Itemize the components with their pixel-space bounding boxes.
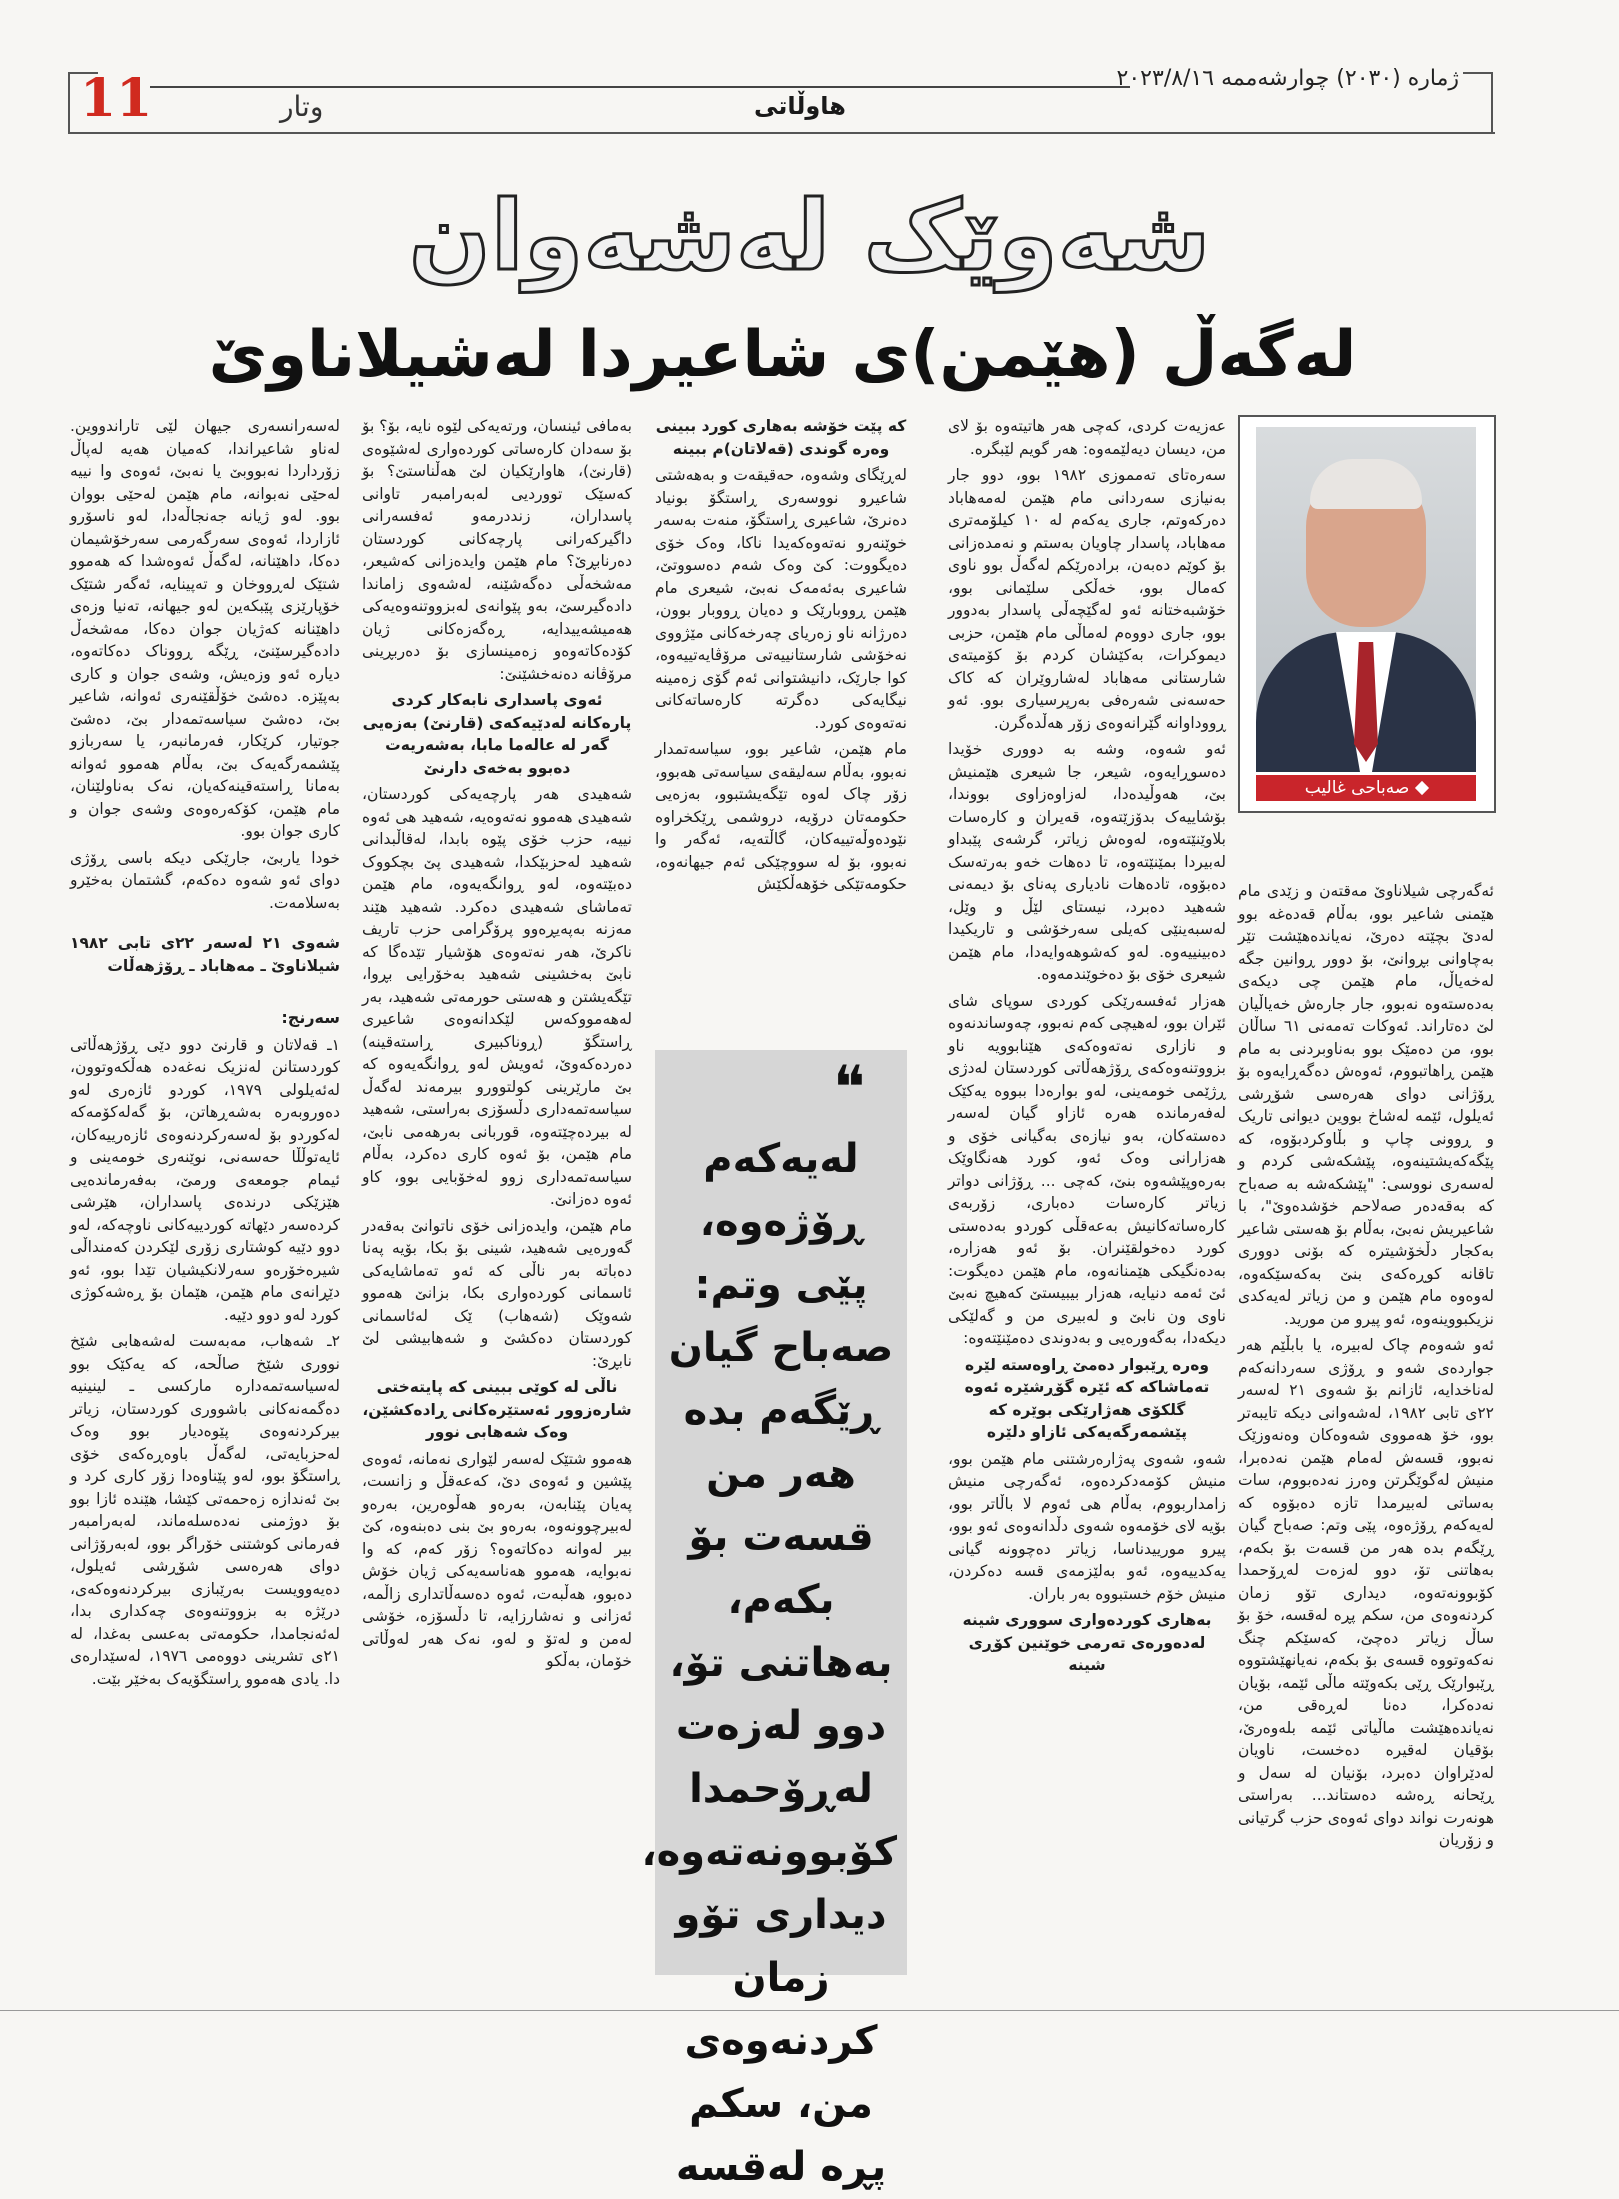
col1-verse-2: بەهاری کوردەواری سووری شینە لەدەورەی تەرمی خوێنین کۆڕی شینە bbox=[962, 1611, 1212, 1674]
footer-rule bbox=[0, 2010, 1619, 2011]
article-title: شەوێک لەشەوان bbox=[408, 180, 1211, 292]
header-frame-right-tick bbox=[1463, 72, 1493, 74]
author-caption bbox=[1256, 775, 1476, 801]
col5-paragraph-1: ئەگەرچی شیلاناوێ مەقتەن و زێدی مام هێمنی شاعیر بوو، بەڵام قەدەغە بوو لەدێ بچێتە دەرێ، نەیاندەهێشت تێر بەچاوانی بڕوانێ، بۆ دوور ڕوانین جگە لەخەیاڵ، مام هێمن چی دیکەی بەدەستەوە نەبوو، جار جارەش خەیاڵیان لێ دەتاراند. ئەوکات تەمەنی ٦١ ساڵان بوو، من دەمێک بوو بەناوبردنی بە مام هێمن ڕاهاتبووم، ئەوەش دەگەڕایەوە بۆ ڕۆژانی دوای هەرەسی شۆڕشی ئەیلول، ئێمە لەشاخ بووین دیوانی تاریک و ڕوونی چاپ و بڵاوکردبۆوە، کە پێگەکەیشتینەوە، پێشکەشی کردم و لەسەری نووسی: "پێشکەشە بە صەباح کە بەقەدەر صەلاحم خۆشدەوێ"، با شاعیریش نەبێ، بەڵام بۆ هەستی شاعیر بەکجار دڵخۆشیترە کە بۆنی دووری تاقانە کوڕەکەی بنێ بەکەسێکەوە، لەوەوە مام هێمن و من زیاتر لەیەکدی نزیکبووینەوە، ئەو پیرو من مورید. bbox=[1238, 882, 1494, 1328]
col1-paragraph-3: ئەو شەوە، وشە بە دووری خۆیدا دەسوڕایەوە، شیعر، جا شیعری هێمنیش بێ، هەوڵیدەدا، لەزاوەزاوی بووندا، بۆشاییەک بدۆزێتەوە، قەیران و کارەسات بلاوێنێتەوە، لەوەش زیاتر، گرشەی پێبداو لەبیردا بمێنێتەوە، تا دەهات خەو بەرتەسک دەبۆوە، تادەهات نادیاری پەنای بۆ دیمەنی شەهید دەبرد، نیستای لێڵ و وێل، لەسبەینێی کەیلی سەرخۆشی و تاریکیدا دەبینییەوە. لەو کەشوهەوایەدا، مام هێمن شیعری خۆی بۆ دەخوێندمەوە. bbox=[948, 740, 1226, 983]
col3-verse-2: ناڵی لە کوێی ببینی کە پایتەختی شارەزوور ئەستێرەکانی ڕادەکشێن، وەک شەهابی نوور bbox=[362, 1378, 632, 1441]
header-frame-left bbox=[68, 72, 70, 134]
col5-paragraph-2: ئەو شەوەم چاک لەبیرە، یا بابڵێم هەر جوارده‌ی شەو و ڕۆژی سەردانەکەم لەناخدایە، ئازانم بۆ شەوی ٢١ لەسەر ٢٢ی تابی ١٩٨٢، لەشەوانی دیکە تایبەتر بوو، خۆ هەمووی شەوەکان وەنەوزێک نەبوو، قسەش لەمام هێمن نەدەبرا، منیش لەگوێگرتن وەرز نەدەبووم، سات بەساتی لەبیرمدا تازە دەبۆوە کە لەیەکەم ڕۆژەوە، پێی وتم: صەباح گیان ڕێگەم بدە هەر من قسەت بۆ بکەم، بەهاتنی تۆ، دوو لەزەت لەڕۆحمدا کۆبوونەتەوە، دیداری تۆو زمان کردنەوەی من، سکم پڕە لەقسە، خۆ بۆ ساڵ زیاتر دەچێ، کەسێکم چنگ نەکەوتووە قسەی بۆ بکەم، نەیانهێشتووە ڕێبوارێک ڕێی بکەوێتە ماڵی ئێمە، بۆیان نەدەکرا، دەنا لەڕەقی من، نەیاندەهێشت ماڵیاتی ئێمە بلەوەرێ، بۆقیان لەقیرە دەخست، ناویان لەدێراوان دەبرد، بۆنیان لە سەل و ڕێحانە ڕەشە دەستاند... بەراستی هونەرت نواند دوای ئەوەی حزب گرتیانی و زۆریان bbox=[1238, 1336, 1495, 1849]
page-number: 11 bbox=[80, 68, 153, 129]
col1-paragraph-1: عەزیەت کردی، کەچی هەر هاتیتەوە بۆ لای من، دیسان دیەلێمەوە: هەر گویم لێبگرە. bbox=[948, 417, 1226, 458]
author-photo-frame bbox=[1238, 415, 1496, 813]
author-portrait bbox=[1256, 427, 1476, 772]
col4-dateline: شەوی ٢١ لەسەر ٢٢ی تابی ١٩٨٢ شیلاناوێ ـ مەهاباد ـ ڕۆژهەڵات bbox=[70, 934, 341, 975]
column-5 bbox=[1238, 880, 1494, 1856]
pull-quote-box bbox=[641, 1050, 907, 2190]
pull-quote-text: لەیەکەم ڕۆژەوە، پێی وتم: صەباح گیان ڕێگەم بدە هەر من قسەت بۆ بکەم، بەهاتنی تۆ، دوو لەزەت لەڕۆحمدا کۆبوونەتەوە، دیداری تۆو زمان کردنەوەی من، سکم پڕە لەقسە bbox=[641, 1136, 897, 2190]
column-4 bbox=[70, 415, 340, 1694]
header-top-rule bbox=[150, 86, 1130, 88]
notes-heading: سەرنج: bbox=[281, 1008, 340, 1027]
column-2 bbox=[655, 415, 907, 900]
column-3 bbox=[362, 415, 632, 1677]
col1-paragraph-5: شەو، شەوی پەژارەرشتنی مام هێمن بوو، منیش کۆمەدکردەوە، ئەگەرچی منیش زامداربووم، بەڵام هی ئەوم لا باڵاتر بوو، بۆیە لای خۆمەوە شەوی دڵدانەوەی ئەو بوو، پیرو مورییدناسا، زیاتر دەچوونە گیانی یەکدییەوە، ئەو بەلێزمەی قسە دەکردن، منیش خۆم خستبووە بەر باران. bbox=[948, 1449, 1226, 1603]
author-name: صەباحی غالیب bbox=[1304, 778, 1410, 798]
col2-paragraph-1: لەڕێگای وشەوە، حەقیقەت و بەهەشتی شاعیرو نووسەری ڕاستگۆ بونیاد دەنرێ، شاعیری ڕاستگۆ، منەت بەسەر خوێنەرو نەتەوەکەیدا ناکا، وەک خۆی دەیگووت: کێ وەک شەم دەسووتێ، شاعیری بەئەمەک نەبێ، شیعری مام هێمن ڕووبارێک و دەیان ڕووبار بوون، دەرژانە ناو زەریای چەرخەکانی مێژووی نەخۆشی شارستانییەتی مرۆڤایەتییەوە، کوا جارێک، دانیشتوانی ئەم گۆی زەمینە نیگایەکی دەگرتە کارەساتەکانی نەتەوەی کورد. bbox=[655, 466, 907, 732]
diamond-icon bbox=[1415, 781, 1429, 795]
col1-verse: وەرە ڕێبوار دەمێ ڕاوەستە لێرە تەماشاکە کە ئێرە گۆڕشێرە ئەوە گلکۆی هەژارێکی بوێرە کە پێشمەرگەیەکی ئازاو دلێرە bbox=[964, 1355, 1210, 1441]
note-2: ٢ـ شەهاب، مەبەست لەشەهابی شێخ نووری شێخ صاڵحە، کە یەکێک بوو لەسیاسەتمەدارە مارکسی ـ لینینیە دەگمەنەکانی باشووری کوردستان، زیاتر بیرکردنەوەی پێوەدیار بوو وەک لەحزبایەتی، لەگەڵ باوەڕەکەی خۆی ڕاستگۆ بوو، لەو پێناوەدا زۆر کاری کرد و بێ ئەندازە زەحمەتی کێشا، هێندە ئازا بوو بۆ دوژمنی نەدەسلەماند، لەبەرامبەر فەرمانی کوشتنی خۆراگر بوو، لەبەرۆژانی دوای هەرەسی شۆڕشی ئەیلول، دەیەوویست بەرێبازی بیرکردنەوەکەی، درێژە بە بزووتنەوەی چەکداری بدا، لەئەنجامدا، حکومەتی بەعسی بەغدا، لە ٢١ی تشرینی دووەمی ١٩٧٦، لەسێدارەی دا. یادی هەموو ڕاستگۆیەک بەخێر بێت. bbox=[70, 1332, 341, 1688]
col2-paragraph-2: مام هێمن، شاعیر بوو، سیاسەتمدار نەبوو، بەڵام سەلیقەی سیاسەتی هەبوو، زۆر چاک لەوە تێگەیشتبوو، بەزەیی حکومەتان درۆیە، دروشمی ڕێکخراوە نێودەوڵەتییەکان، گاڵتەیە، ئەگەر وا نەبوو، بۆ لە سووچێکی ئەم جیهانەوە، حکومەتێکی خۆهەڵکێش bbox=[655, 740, 907, 893]
col3-verse-1: ئەوی پاسداری نابەکار کردی پارەکانە لەدێیەکەی (قارنێ) بەزەیی گەر لە عالەما مابا، بەشەریەت دەبوو بەخەی دارنێ bbox=[362, 691, 632, 777]
section-label: وتار bbox=[280, 90, 324, 123]
note-1: ١ـ قەلاتان و قارنێ دوو دێی ڕۆژهەڵاتی کوردستانن لەنزیک نەغەدە هەڵکەوتوون، لەئەیلولی ١٩٧٩، کوردو ئازەری لەو دەوروبەرە بەشەڕهاتن، بۆ گەلەکۆمەکە لەکوردو بۆ لەسەرکردنەوەی ئازەرییەکان، ئایەتوڵڵا حەسەنی، نوێنەری خومەینی و ئیمام جومعەی ورمێ، بەفەرماندەیی هێزێکی درندەی پاسداران، هێرشی کردەسەر دێهاتە کوردییەکانی ناوچەکە، لەو دوو دێیە کوشتاری زۆری لێکردن کەمنداڵی شیرەخۆرەو سەرلانکیشیان تێدا بوو، ئەو دێڕانەی مام هێمن، هێمان بۆ ڕەشەکوژی کورد لەو دوو دێیە. bbox=[70, 1035, 340, 1324]
col2-verse: کە پێت خۆشە بەهاری کورد ببینی وەرە گوندی (قەلاتان)م ببینە bbox=[655, 417, 907, 458]
col1-paragraph-2: سەرەتای تەمموزی ١٩٨٢ بوو، دوو جار بەنیازی سەردانی مام هێمن لەمەهاباد دەرکەوتم، جاری یەکەم لە ١٠ کیلۆمەتری مەهاباد، پاسدار چاویان بەستم و نەمدەزانی بۆ کوێم دەبەن، برادەرێکم لەگەڵ بوو ناوی کەمال بوو، خەڵکی سلێمانی بوو، خۆشبەختانە ئەو لەگێچەڵی پاسدار بەدوور بوو، جاری دووەم لەماڵی مام هێمن، حزبی دیموکرات، بەکێشان کردم بۆ کۆمیتەی شارستانی مەهاباد لەشاروێران کە کاک حەسەنی شەرەفی بەرپرسیاری بوو. ئەو ڕووداوانە گێرانەوەی زۆر هەڵدەگرن. bbox=[948, 466, 1227, 732]
col4-paragraph-2: خودا یاربێ، جارێکی دیکە باسی ڕۆژی دوای ئەو شەوە دەکەم، گشتمان بەخێرو بەسلامەت. bbox=[70, 848, 340, 912]
column-1 bbox=[948, 415, 1226, 1681]
portrait-hair bbox=[1310, 459, 1422, 509]
col3-paragraph-1: بەمافی ئینسان، ورتەیەکی لێوە نایە، بۆ؟ بۆ بۆ سەدان کارەساتی کوردەواری لەشێوەی (قارنێ)، هاوارێکیان لێ هەڵناستێ؟ بۆ کەسێک تووردیی لەبەرامبەر تاوانی پاسداران، زنددرمەو ئەفسەرانی داگیرکەرانی پارچەکانی کوردستان دەرنابڕێ؟ مام هێمن وایدەزانی کەشیعر، مەشخەڵی دەگەشێنە، لەشەوی زاماندا دادەگیرسێ، بەو پێوانەی لەبزووتنەوەیەکی هەمیشەییدایە، ڕەگەزەکانی ژیان کۆدەکاتەوەو زەمینسازی بۆ دەربڕینی مرۆڤانە دەنەخشێنێ: bbox=[362, 417, 632, 683]
issue-info: ژمارە (٢٠٣٠) چوارشەممە ٢٠٢٣/٨/١٦ bbox=[1116, 66, 1459, 91]
quote-marks-icon: ❝ bbox=[833, 1053, 866, 1123]
col3-paragraph-4: هەموو شتێک لەسەر لێواری نەمانە، ئەوەی پێشین و ئەوەی دێ، کەعەقڵ و زانست، پەیان پێنابەن، بەرەو هەڵوەرین، بەرەو لەبیرچوونەوە، بەرەو بێ بنی دەبنەوە، کێ بیر لەوانە دەکاتەوە؟ زۆر کەم، کە وا نەبوایە، هەموو هەناسەیەکی ژیان خۆش دەبوو، هەڵبەت، ئەوە دەسەڵاتداری زاڵمە، ئەزانی و نەشارزایە، تا دڵسۆزە، خۆشی لەمن و لەتۆ و لەو، نەک هەر لەوڵاتی خۆمان، بەڵکو bbox=[362, 1449, 632, 1670]
col3-paragraph-3: مام هێمن، وایدەزانی خۆی ناتوانێ بەقەدر گەورەیی شەهید، شینی بۆ بکا، بۆیە پەنا دەباتە بەر ناڵی کە ئەو تەماشایەکی ئاسمانی کوردەواری بکا، بزانێ هەموو شەوێک (شەهاب) ێک لەئاسمانی کوردستان دەکشێ و شەهابیشی لێ نابڕێ: bbox=[362, 1216, 632, 1370]
col4-paragraph-1: لەسەرانسەری جیهان لێی تاراندووین. لەناو شاعیراندا، کەمیان هەیە لەپاڵ زۆرداردا نەبووبێ یا نەبێ، ئەوەی وا نییە لەحێی نەبوانە، مام هێمن لەحێی بووان بوو. لەو ژیانە جەنجاڵەدا، لەو ناسۆرو ئازاردا، ئەوەی سەرگەرمی سەرخۆشیمان دەکا، داهێنانە، لەگەڵ ئەوەشدا کە هەموو شتێک لەڕووخان و تەپینایە، ئەگەر شتێک خۆپارێزی پێبکەین لەو جیهانە، تەنیا وزەی داهێنانە کەژیان جوان دەکا، مەشخەڵ دادەگیرسێنێ، ڕێگە ڕووناک دەکاتەوە، دیارە ئەو وزەیش، وشەی جوان و کاری بەپێزە. دەشێ خۆڵقێنەری ئەوانە، شاعیر بێ، دەشێ سیاسەتمەدار بێ، دەشێ جوتیار، کرێکار، فەرمانبەر، یا سەربازو پێشمەرگەیەک بێ، بەڵام هەموو ئەوانە بەمانا ڕاستەقینەکەیان، نەک بەناولێنان، مام هێمن، کۆکەرەوەی وشەی جوان و کاری جوان بوو. bbox=[70, 417, 340, 840]
header-frame-right bbox=[1491, 72, 1493, 134]
masthead-logo: هاوڵاتی bbox=[754, 92, 846, 120]
article-subtitle: لەگەڵ (هێمن)ی شاعیردا لەشیلاناوێ bbox=[208, 318, 1357, 392]
col1-paragraph-4: هەزار ئەفسەرێکی کوردی سوپای شای ئێران بوو، لەهیچی کەم نەبوو، چەوساندنەوە و نازاری نەتەوەکەی هێنابوویە ناو بزووتنەوەکەی ڕۆژهەڵاتی کوردستان لەدژی ڕژێمی خومەینی، لەو بوارەدا ببووە یەکێک لەفەرماندە هەرە ئازاو گیان لەسەر دەستەکان، بەو نیازەی بەگیانی خۆی و هەزارانی وەک ئەو، کورد هەنگاوێک بەرەوپێشەوە بنێ، کەچی ... ڕۆژانی دواتر زیاتر کارەسات دەباری، زۆربەی کارەساتەکانیش بەعەقڵی کوردو بەدەستی کورد دەخولقێنران. بۆ ئەو هەزارە، بەدەنگیکی هێمنانەوە، مام هێمن دەیگوت: ئێ ئەمە دنیایە، هەزار بیبیستێ کەهیچ نەبێ ناوی ون نابێ و لەبیری من و گەلێکی دیکەدا، بەگەورەیی و بەدوندی دەمێنێتەوە: bbox=[948, 991, 1226, 1347]
col3-paragraph-2: شەهیدی هەر پارچەیەکی کوردستان، شەهیدی هەموو نەتەوەیە، شەهید هی ئەوە نییە، حزب خۆی پێوە بابدا، لەقاڵبدانی شەهید لەحزبێکدا، شەهیدی پێ بچکووک دەبێتەوە، لەو ڕوانگەیەوە، مام هێمن تەماشای شەهیدی دەکرد. شەهید هێند مەزنە بەپەیڕەوو پرۆگرامی حزب تاریف ناکرێ، هەر نەتەوەی هۆشیار تێدەگا کە نابێ بەخشینی شەهید بەخۆرایی بڕوا، تێگەیشتن و هەستی حورمەتی شەهید، بەر لەهەمووکەس لێکدانەوەی شاعیری ڕاستگۆ (ڕوناکبیری ڕاستەقینە) دەردەکەوێ، ئەویش لەو ڕوانگەیەوە کە بێ مارێرینی کولتوورو بیرمەند لەگەڵ سیاسەتمەداری دڵسۆزی بەراستی، شەهید لە بیردەچێتەوە، قوربانی بەرهەمی نابێ، مام هێمن، بۆ ئەوە کاری دەکرد، بەڵام سیاسەتمەداری زوو لەخۆبایی بوو، کاو ئەوە دەزانێ. bbox=[362, 785, 632, 1208]
header-bottom-rule bbox=[68, 132, 1495, 134]
